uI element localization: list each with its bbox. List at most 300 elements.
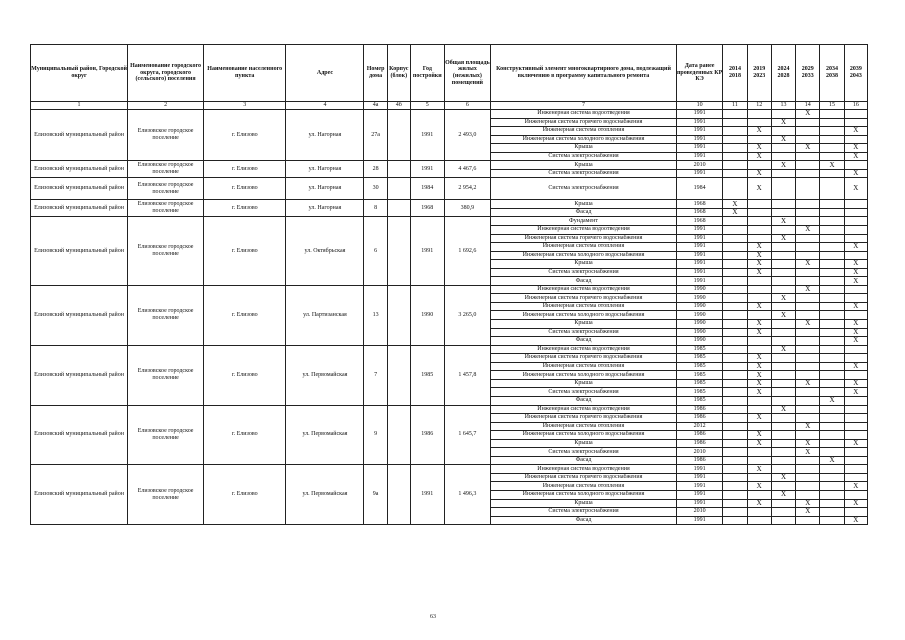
period-mark-cell: X xyxy=(771,345,795,354)
period-mark-cell: X xyxy=(820,161,844,170)
period-mark-cell xyxy=(771,144,795,153)
period-mark-cell: X xyxy=(747,169,771,178)
period-mark-cell xyxy=(771,260,795,269)
previous-repair-date-cell: 1991 xyxy=(676,169,722,178)
period-mark-cell xyxy=(723,294,747,303)
district-cell: Елизовский муниципальный район xyxy=(31,405,128,465)
previous-repair-date-cell: 1991 xyxy=(676,490,722,499)
period-mark-cell xyxy=(723,251,747,260)
period-mark-cell: X xyxy=(747,251,771,260)
header-previous-repair-date: Дата ранее проведенных КР КЭ xyxy=(676,45,722,102)
period-mark-cell xyxy=(723,422,747,431)
structural-element-cell: Инженерная система горячего водоснабжения xyxy=(491,354,677,363)
period-mark-cell xyxy=(747,490,771,499)
period-mark-cell xyxy=(820,516,844,525)
column-number: 1 xyxy=(31,102,128,110)
period-mark-cell xyxy=(844,371,867,380)
header-period-2014: 2014 2018 xyxy=(723,45,747,102)
structural-element-cell: Крыша xyxy=(491,161,677,170)
column-number: 2 xyxy=(128,102,204,110)
period-mark-cell: X xyxy=(747,371,771,380)
block-cell xyxy=(387,217,410,285)
period-mark-cell xyxy=(820,208,844,217)
period-mark-cell xyxy=(820,294,844,303)
previous-repair-date-cell: 1991 xyxy=(676,482,722,491)
area-cell: 1 692,6 xyxy=(444,217,490,285)
period-mark-cell xyxy=(723,439,747,448)
settlement-cell: Елизовское городское поселение xyxy=(128,217,204,285)
period-mark-cell xyxy=(820,226,844,235)
period-mark-cell xyxy=(796,354,820,363)
period-mark-cell: X xyxy=(747,152,771,161)
period-mark-cell xyxy=(820,320,844,329)
period-mark-cell xyxy=(820,169,844,178)
house-number-cell: 28 xyxy=(364,161,387,178)
previous-repair-date-cell: 1991 xyxy=(676,473,722,482)
locality-cell: г. Елизово xyxy=(204,178,286,200)
structural-element-cell: Инженерная система холодного водоснабжения xyxy=(491,490,677,499)
header-block: Корпус (блок) xyxy=(387,45,410,102)
period-mark-cell xyxy=(771,482,795,491)
period-mark-cell: X xyxy=(747,482,771,491)
area-cell: 1 457,8 xyxy=(444,345,490,405)
previous-repair-date-cell: 1991 xyxy=(676,144,722,153)
district-cell: Елизовский муниципальный район xyxy=(31,110,128,161)
period-mark-cell xyxy=(771,448,795,457)
build-year-cell: 1991 xyxy=(410,217,444,285)
period-mark-cell xyxy=(844,118,867,127)
period-mark-cell: X xyxy=(844,169,867,178)
period-mark-cell: X xyxy=(747,144,771,153)
structural-element-cell: Система электроснабжения xyxy=(491,448,677,457)
period-mark-cell xyxy=(820,490,844,499)
period-mark-cell xyxy=(723,516,747,525)
block-cell xyxy=(387,161,410,178)
period-mark-cell xyxy=(820,243,844,252)
period-mark-cell: X xyxy=(747,388,771,397)
period-mark-cell xyxy=(820,135,844,144)
header-period-2024: 2024 2028 xyxy=(771,45,795,102)
period-mark-cell xyxy=(771,226,795,235)
period-mark-cell xyxy=(771,371,795,380)
period-mark-cell xyxy=(747,473,771,482)
period-mark-cell xyxy=(844,161,867,170)
period-mark-cell xyxy=(820,508,844,517)
period-mark-cell xyxy=(747,311,771,320)
period-mark-cell: X xyxy=(844,127,867,136)
period-mark-cell xyxy=(747,234,771,243)
period-mark-cell: X xyxy=(844,379,867,388)
locality-cell: г. Елизово xyxy=(204,110,286,161)
period-mark-cell: X xyxy=(747,499,771,508)
structural-element-cell: Фундамент xyxy=(491,217,677,226)
area-cell: 380,9 xyxy=(444,200,490,217)
header-area: Общая площадь жилых (нежилых) помещений xyxy=(444,45,490,102)
previous-repair-date-cell: 2010 xyxy=(676,508,722,517)
period-mark-cell xyxy=(771,328,795,337)
district-cell: Елизовский муниципальный район xyxy=(31,465,128,525)
previous-repair-date-cell: 2010 xyxy=(676,448,722,457)
period-mark-cell xyxy=(771,208,795,217)
period-mark-cell xyxy=(820,268,844,277)
period-mark-cell xyxy=(796,208,820,217)
settlement-cell: Елизовское городское поселение xyxy=(128,345,204,405)
period-mark-cell xyxy=(723,362,747,371)
period-mark-cell xyxy=(771,243,795,252)
period-mark-cell xyxy=(771,268,795,277)
period-mark-cell: X xyxy=(747,465,771,474)
period-mark-cell xyxy=(723,337,747,346)
locality-cell: г. Елизово xyxy=(204,217,286,285)
period-mark-cell xyxy=(723,371,747,380)
previous-repair-date-cell: 1991 xyxy=(676,118,722,127)
period-mark-cell xyxy=(820,178,844,200)
period-mark-cell xyxy=(796,200,820,209)
block-cell xyxy=(387,465,410,525)
structural-element-cell: Крыша xyxy=(491,260,677,269)
table-row xyxy=(31,405,868,414)
previous-repair-date-cell: 1984 xyxy=(676,178,722,200)
period-mark-cell: X xyxy=(723,200,747,209)
previous-repair-date-cell: 1985 xyxy=(676,388,722,397)
period-mark-cell xyxy=(796,337,820,346)
column-number: 3 xyxy=(204,102,286,110)
period-mark-cell xyxy=(747,448,771,457)
period-mark-cell xyxy=(771,431,795,440)
period-mark-cell xyxy=(820,388,844,397)
period-mark-cell xyxy=(747,135,771,144)
previous-repair-date-cell: 1990 xyxy=(676,337,722,346)
period-mark-cell: X xyxy=(844,268,867,277)
period-mark-cell xyxy=(771,499,795,508)
column-number: 4а xyxy=(364,102,387,110)
period-mark-cell xyxy=(723,379,747,388)
previous-repair-date-cell: 1990 xyxy=(676,328,722,337)
period-mark-cell xyxy=(820,277,844,286)
period-mark-cell xyxy=(723,127,747,136)
page-number: 63 xyxy=(430,614,436,620)
period-mark-cell: X xyxy=(844,482,867,491)
period-mark-cell xyxy=(723,311,747,320)
address-cell: ул. Первомайская xyxy=(286,465,364,525)
previous-repair-date-cell: 1991 xyxy=(676,243,722,252)
period-mark-cell xyxy=(747,405,771,414)
period-mark-cell xyxy=(723,490,747,499)
previous-repair-date-cell: 1991 xyxy=(676,127,722,136)
period-mark-cell xyxy=(723,144,747,153)
address-cell: ул. Партизанская xyxy=(286,285,364,345)
period-mark-cell xyxy=(796,405,820,414)
structural-element-cell: Инженерная система водоотведения xyxy=(491,110,677,119)
period-mark-cell xyxy=(820,260,844,269)
period-mark-cell xyxy=(820,439,844,448)
period-mark-cell xyxy=(723,260,747,269)
period-mark-cell xyxy=(771,110,795,119)
structural-element-cell: Инженерная система отопления xyxy=(491,362,677,371)
settlement-cell: Елизовское городское поселение xyxy=(128,110,204,161)
period-mark-cell xyxy=(844,465,867,474)
period-mark-cell: X xyxy=(747,320,771,329)
period-mark-cell xyxy=(796,118,820,127)
block-cell xyxy=(387,110,410,161)
previous-repair-date-cell: 2012 xyxy=(676,422,722,431)
block-cell xyxy=(387,405,410,465)
previous-repair-date-cell: 1985 xyxy=(676,345,722,354)
structural-element-cell: Инженерная система холодного водоснабжения xyxy=(491,311,677,320)
period-mark-cell xyxy=(796,152,820,161)
period-mark-cell xyxy=(844,294,867,303)
period-mark-cell xyxy=(723,396,747,405)
structural-element-cell: Инженерная система водоотведения xyxy=(491,345,677,354)
build-year-cell: 1984 xyxy=(410,178,444,200)
structural-element-cell: Крыша xyxy=(491,499,677,508)
build-year-cell: 1985 xyxy=(410,345,444,405)
period-mark-cell xyxy=(796,135,820,144)
period-mark-cell xyxy=(844,226,867,235)
previous-repair-date-cell: 1990 xyxy=(676,302,722,311)
period-mark-cell xyxy=(796,456,820,465)
period-mark-cell: X xyxy=(844,152,867,161)
previous-repair-date-cell: 1991 xyxy=(676,277,722,286)
period-mark-cell xyxy=(796,328,820,337)
block-cell xyxy=(387,345,410,405)
period-mark-cell xyxy=(771,178,795,200)
period-mark-cell: X xyxy=(747,379,771,388)
table-row xyxy=(31,465,868,474)
header-house-number: Номер дома xyxy=(364,45,387,102)
period-mark-cell xyxy=(820,371,844,380)
previous-repair-date-cell: 1990 xyxy=(676,294,722,303)
previous-repair-date-cell: 1991 xyxy=(676,251,722,260)
period-mark-cell xyxy=(820,362,844,371)
structural-element-cell: Инженерная система холодного водоснабжения xyxy=(491,251,677,260)
period-mark-cell: X xyxy=(796,499,820,508)
period-mark-cell xyxy=(844,508,867,517)
settlement-cell: Елизовское городское поселение xyxy=(128,200,204,217)
previous-repair-date-cell: 1986 xyxy=(676,405,722,414)
period-mark-cell: X xyxy=(844,328,867,337)
period-mark-cell xyxy=(844,396,867,405)
structural-element-cell: Система электроснабжения xyxy=(491,508,677,517)
period-mark-cell: X xyxy=(771,405,795,414)
period-mark-cell: X xyxy=(844,439,867,448)
period-mark-cell: X xyxy=(747,439,771,448)
period-mark-cell xyxy=(723,268,747,277)
column-number: 16 xyxy=(844,102,867,110)
period-mark-cell xyxy=(723,473,747,482)
build-year-cell: 1991 xyxy=(410,110,444,161)
locality-cell: г. Елизово xyxy=(204,405,286,465)
previous-repair-date-cell: 1986 xyxy=(676,414,722,423)
period-mark-cell xyxy=(771,456,795,465)
period-mark-cell xyxy=(796,234,820,243)
table-row xyxy=(31,161,868,170)
period-mark-cell xyxy=(723,226,747,235)
period-mark-cell xyxy=(796,490,820,499)
structural-element-cell: Инженерная система отопления xyxy=(491,422,677,431)
block-cell xyxy=(387,178,410,200)
area-cell: 1 496,3 xyxy=(444,465,490,525)
period-mark-cell xyxy=(820,431,844,440)
period-mark-cell xyxy=(747,294,771,303)
period-mark-cell xyxy=(820,311,844,320)
period-mark-cell xyxy=(723,328,747,337)
address-cell: ул. Нагорная xyxy=(286,161,364,178)
settlement-cell: Елизовское городское поселение xyxy=(128,465,204,525)
table-row xyxy=(31,285,868,294)
previous-repair-date-cell: 1991 xyxy=(676,152,722,161)
period-mark-cell xyxy=(723,482,747,491)
period-mark-cell xyxy=(723,414,747,423)
structural-element-cell: Система электроснабжения xyxy=(491,268,677,277)
period-mark-cell xyxy=(844,217,867,226)
period-mark-cell xyxy=(820,448,844,457)
structural-element-cell: Фасад xyxy=(491,396,677,405)
period-mark-cell xyxy=(796,362,820,371)
header-row xyxy=(31,45,868,102)
period-mark-cell xyxy=(796,268,820,277)
period-mark-cell xyxy=(747,208,771,217)
period-mark-cell: X xyxy=(771,118,795,127)
period-mark-cell xyxy=(844,431,867,440)
period-mark-cell xyxy=(723,110,747,119)
period-mark-cell: X xyxy=(747,243,771,252)
header-period-2019: 2019 2023 xyxy=(747,45,771,102)
period-mark-cell: X xyxy=(771,473,795,482)
period-mark-cell: X xyxy=(796,226,820,235)
period-mark-cell xyxy=(771,169,795,178)
period-mark-cell: X xyxy=(796,448,820,457)
period-mark-cell xyxy=(771,302,795,311)
period-mark-cell xyxy=(747,285,771,294)
period-mark-cell xyxy=(723,405,747,414)
period-mark-cell xyxy=(820,251,844,260)
column-number: 14 xyxy=(796,102,820,110)
period-mark-cell xyxy=(747,508,771,517)
build-year-cell: 1968 xyxy=(410,200,444,217)
period-mark-cell xyxy=(844,234,867,243)
period-mark-cell: X xyxy=(796,110,820,119)
previous-repair-date-cell: 1986 xyxy=(676,431,722,440)
period-mark-cell xyxy=(820,144,844,153)
period-mark-cell xyxy=(723,234,747,243)
previous-repair-date-cell: 1991 xyxy=(676,516,722,525)
period-mark-cell: X xyxy=(820,396,844,405)
period-mark-cell xyxy=(771,127,795,136)
table-row xyxy=(31,178,868,200)
period-mark-cell xyxy=(844,200,867,209)
period-mark-cell xyxy=(820,302,844,311)
settlement-cell: Елизовское городское поселение xyxy=(128,161,204,178)
previous-repair-date-cell: 1985 xyxy=(676,396,722,405)
period-mark-cell xyxy=(723,499,747,508)
period-mark-cell xyxy=(747,345,771,354)
period-mark-cell: X xyxy=(747,362,771,371)
block-cell xyxy=(387,285,410,345)
structural-element-cell: Крыша xyxy=(491,439,677,448)
period-mark-cell xyxy=(796,482,820,491)
table-row xyxy=(31,345,868,354)
structural-element-cell: Система электроснабжения xyxy=(491,328,677,337)
period-mark-cell xyxy=(820,499,844,508)
period-mark-cell xyxy=(771,285,795,294)
previous-repair-date-cell: 1985 xyxy=(676,354,722,363)
previous-repair-date-cell: 1991 xyxy=(676,465,722,474)
period-mark-cell: X xyxy=(844,388,867,397)
house-number-cell: 27а xyxy=(364,110,387,161)
period-mark-cell xyxy=(844,456,867,465)
period-mark-cell xyxy=(771,354,795,363)
period-mark-cell: X xyxy=(771,234,795,243)
structural-element-cell: Система электроснабжения xyxy=(491,169,677,178)
period-mark-cell xyxy=(747,337,771,346)
period-mark-cell: X xyxy=(844,277,867,286)
period-mark-cell: X xyxy=(796,422,820,431)
period-mark-cell: X xyxy=(747,354,771,363)
structural-element-cell: Фасад xyxy=(491,516,677,525)
period-mark-cell xyxy=(771,414,795,423)
structural-element-cell: Система электроснабжения xyxy=(491,152,677,161)
period-mark-cell: X xyxy=(796,260,820,269)
column-number: 7 xyxy=(491,102,677,110)
period-mark-cell xyxy=(723,118,747,127)
period-mark-cell xyxy=(844,208,867,217)
period-mark-cell xyxy=(820,285,844,294)
period-mark-cell xyxy=(796,161,820,170)
period-mark-cell xyxy=(723,302,747,311)
period-mark-cell xyxy=(747,217,771,226)
structural-element-cell: Фасад xyxy=(491,208,677,217)
period-mark-cell: X xyxy=(747,328,771,337)
period-mark-cell xyxy=(796,217,820,226)
header-settlement: Наименование городского округа, городского (сельского) поселения xyxy=(128,45,204,102)
period-mark-cell xyxy=(820,328,844,337)
capital-repair-program-sheet xyxy=(30,44,868,525)
previous-repair-date-cell: 1990 xyxy=(676,311,722,320)
structural-element-cell: Крыша xyxy=(491,200,677,209)
column-number: 10 xyxy=(676,102,722,110)
period-mark-cell xyxy=(820,337,844,346)
table-row xyxy=(31,217,868,226)
period-mark-cell xyxy=(844,251,867,260)
structural-element-cell: Инженерная система отопления xyxy=(491,302,677,311)
period-mark-cell: X xyxy=(747,260,771,269)
period-mark-cell: X xyxy=(747,178,771,200)
structural-element-cell: Инженерная система холодного водоснабжения xyxy=(491,431,677,440)
period-mark-cell xyxy=(771,152,795,161)
period-mark-cell xyxy=(723,354,747,363)
period-mark-cell xyxy=(723,243,747,252)
period-mark-cell: X xyxy=(796,144,820,153)
period-mark-cell xyxy=(771,422,795,431)
structural-element-cell: Инженерная система водоотведения xyxy=(491,405,677,414)
period-mark-cell xyxy=(747,110,771,119)
address-cell: ул. Первомайская xyxy=(286,405,364,465)
header-locality: Наименование населенного пункта xyxy=(204,45,286,102)
structural-element-cell: Инженерная система отопления xyxy=(491,243,677,252)
structural-element-cell: Инженерная система горячего водоснабжения xyxy=(491,294,677,303)
period-mark-cell xyxy=(796,371,820,380)
period-mark-cell xyxy=(723,465,747,474)
address-cell: ул. Первомайская xyxy=(286,345,364,405)
period-mark-cell: X xyxy=(771,135,795,144)
period-mark-cell xyxy=(820,110,844,119)
table-row xyxy=(31,200,868,209)
period-mark-cell xyxy=(747,516,771,525)
period-mark-cell: X xyxy=(844,178,867,200)
period-mark-cell xyxy=(820,482,844,491)
period-mark-cell xyxy=(844,405,867,414)
